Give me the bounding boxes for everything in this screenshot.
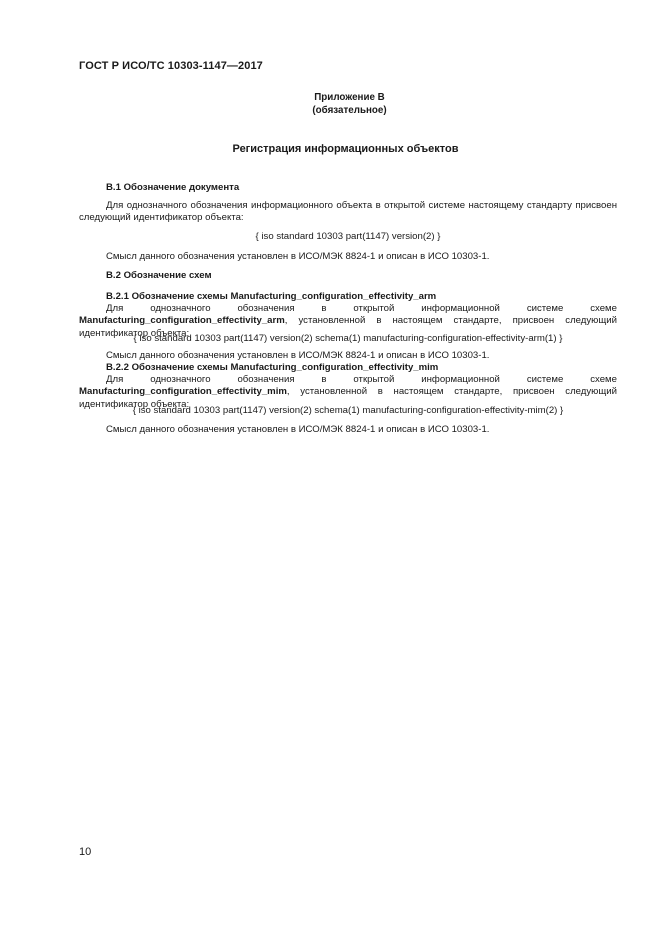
section-b1-meaning: Смысл данного обозначения установлен в ИСО/МЭК 8824-1 и описан в ИСО 10303-1. — [106, 251, 490, 262]
section-b1-identifier: { iso standard 10303 part(1147) version(2) } — [255, 231, 441, 242]
page-number: 10 — [79, 846, 92, 858]
main-heading: Регистрация информационных объектов — [232, 143, 459, 155]
section-b21-schema-name: Manufacturing_configuration_effectivity_arm — [79, 315, 285, 327]
section-b1-heading: В.1 Обозначение документа — [106, 182, 240, 193]
annex-title-block — [0, 91, 661, 117]
section-b21-paragraph-start: Для однозначного обозначения в открытой информационной системе схеме — [106, 303, 617, 314]
section-b22-heading: В.2.2 Обозначение схемы Manufacturing_configuration_effectivity_mim — [106, 362, 439, 373]
section-b21-paragraph-end: , установленной в настоящем стандарте, присвоен следующий идентификатор объекта: — [79, 315, 617, 339]
annex-status: (обязательное) — [312, 105, 387, 116]
section-b22-identifier: { iso standard 10303 part(1147) version(2) schema(1) manufacturing-configuration-effectivity-mim(2) } — [132, 405, 564, 416]
section-b22-meaning: Смысл данного обозначения установлен в ИСО/МЭК 8824-1 и описан в ИСО 10303-1. — [106, 424, 490, 435]
section-b22-schema-name: Manufacturing_configuration_effectivity_mim — [79, 386, 287, 398]
section-b22-paragraph-start: Для однозначного обозначения в открытой информационной системе схеме — [106, 374, 617, 385]
section-b21-identifier: { iso standard 10303 part(1147) version(2) schema(1) manufacturing-configuration-effectivity-arm(1) } — [133, 333, 563, 344]
section-b22-paragraph-end: , установленной в настоящем стандарте, присвоен следующий идентификатор объекта: — [79, 386, 617, 410]
annex-title: Приложение В — [314, 92, 385, 103]
section-b2-heading: В.2 Обозначение схем — [106, 270, 212, 281]
document-header-id: ГОСТ Р ИСО/ТС 10303-1147—2017 — [79, 60, 263, 72]
section-b1-paragraph: Для однозначного обозначения информационного объекта в открытой системе настоящему стандарту присвоен следующий идентификатор объекта: — [79, 200, 617, 224]
section-b21-meaning: Смысл данного обозначения установлен в ИСО/МЭК 8824-1 и описан в ИСО 10303-1. — [106, 350, 490, 361]
section-b21-heading: В.2.1 Обозначение схемы Manufacturing_configuration_effectivity_arm — [106, 291, 437, 302]
